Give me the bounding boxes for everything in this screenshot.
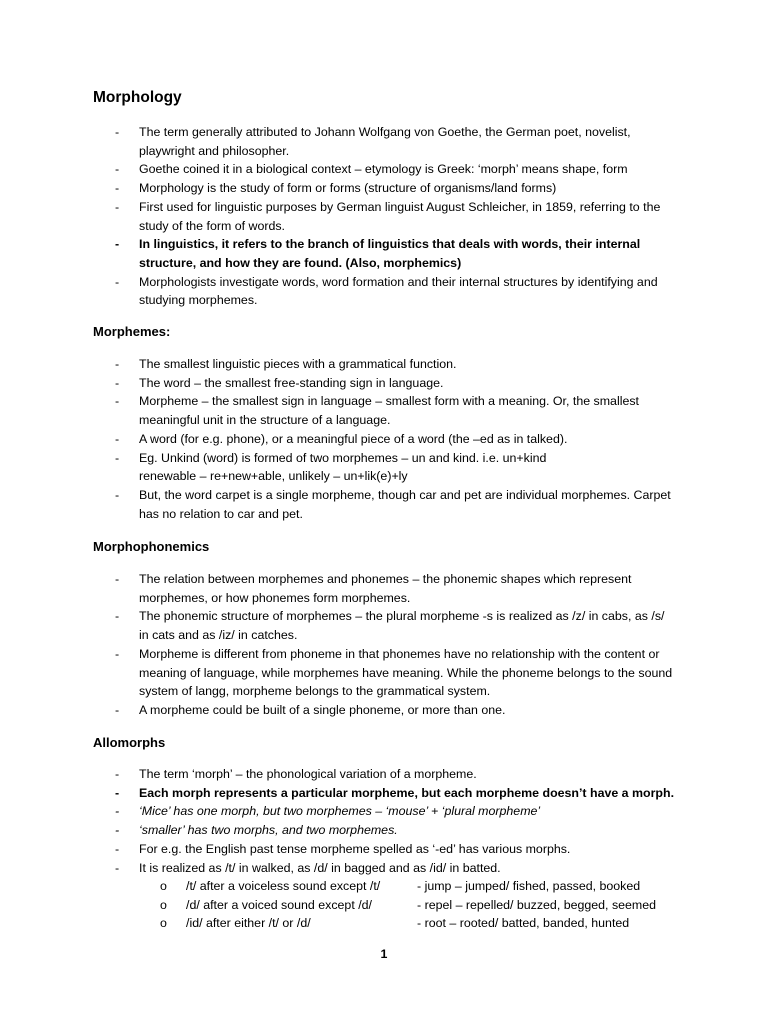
dash-bullet: - <box>115 199 120 214</box>
dash-bullet: - <box>115 431 120 446</box>
list-item: - Morpheme is different from phoneme in that phonemes have no relationship with the content or meaning of language, while morphemes have meaning. While the phoneme belongs to the sound system of langg, morpheme belongs to the grammatical system. <box>115 646 673 699</box>
examples-text: - repel – repelled/ buzzed, begged, seemed <box>417 897 657 912</box>
list-item: - A morpheme could be built of a single phoneme, or more than one. <box>0 701 768 720</box>
list-item: - Each morph represents a particular morpheme, but each morpheme doesn’t have a morph. <box>0 784 768 803</box>
list-item: - A word (for e.g. phone), or a meaningful piece of a word (the –ed as in talked). <box>0 430 768 449</box>
dash-bullet: - <box>115 785 120 800</box>
morphemes-list <box>0 355 768 523</box>
list-item: - The relation between morphemes and phonemes – the phonemic shapes which represent morphemes, or how phonemes form morphemes. <box>115 572 632 605</box>
rule-text: /t/ after a voiceless sound except /t/ <box>186 879 381 893</box>
circle-bullet: o <box>160 879 167 893</box>
dash-bullet: - <box>115 860 120 875</box>
dash-bullet: - <box>115 162 120 177</box>
list-item: - The phonemic structure of morphemes – the plural morpheme -s is realized as /z/ in cabs, as /s/ in cats and as /iz/ in catches. <box>115 609 665 643</box>
dash-bullet: - <box>115 450 120 465</box>
dash-bullet: - <box>115 375 120 390</box>
circle-bullet: o <box>160 916 167 931</box>
dash-bullet: - <box>115 841 120 856</box>
list-item: - Eg. Unkind (word) is formed of two morphemes – un and kind. i.e. un+kind <box>0 449 768 468</box>
list-item: - Morphology is the study of form or forms (structure of organisms/land forms) <box>0 179 768 198</box>
dash-bullet: - <box>115 125 120 139</box>
rule-text: /d/ after a voiced sound except /d/ <box>186 897 372 912</box>
list-item: - ‘smaller’ has two morphs, and two morphemes. <box>0 821 768 840</box>
page-title: Morphology <box>93 89 182 106</box>
section-heading-morphemes: Morphemes: <box>93 324 171 339</box>
list-item: - In linguistics, it refers to the branch of linguistics that deals with words, their internal structure, and how they are found. (Also, morphemics) <box>115 237 641 270</box>
list-item: - The smallest linguistic pieces with a grammatical function. <box>0 355 768 374</box>
dash-bullet: - <box>115 274 120 289</box>
list-item: renewable – re+new+able, unlikely – un+lik(e)+ly <box>139 469 408 484</box>
list-item: - First used for linguistic purposes by German linguist August Schleicher, in 1859, referring to the study of the form of words. <box>115 199 661 233</box>
list-item: - ‘Mice’ has one morph, but two morphemes – ‘mouse’ + ‘plural morpheme’ <box>0 802 768 821</box>
section-heading-morphophonemics: Morphophonemics <box>93 539 210 554</box>
dash-bullet: - <box>115 181 120 196</box>
list-item: - For e.g. the English past tense morpheme spelled as ‘-ed’ has various morphs. <box>0 840 768 859</box>
dash-bullet: - <box>115 357 120 371</box>
rule-text: /id/ after either /t/ or /d/ <box>186 916 311 931</box>
list-item: - Goethe coined it in a biological context – etymology is Greek: ‘morph’ means shape, form <box>0 160 768 179</box>
examples-text: - jump – jumped/ fished, passed, booked <box>417 879 641 893</box>
dash-bullet: - <box>115 702 120 717</box>
section-heading-allomorphs: Allomorphs <box>93 735 166 750</box>
morphophonemics-list <box>0 570 768 720</box>
list-item: - But, the word carpet is a single morpheme, though car and pet are individual morphemes. Carpet has no relation to car and pet. <box>115 487 671 521</box>
past-tense-rules-list <box>0 877 768 933</box>
dash-bullet: - <box>115 767 120 781</box>
list-item: - The term ‘morph’ – the phonological variation of a morpheme. <box>0 765 768 784</box>
dash-bullet: - <box>115 237 120 252</box>
dash-bullet: - <box>115 609 120 624</box>
dash-bullet: - <box>115 823 120 838</box>
dash-bullet: - <box>115 646 120 661</box>
dash-bullet: - <box>115 572 120 586</box>
list-item: - It is realized as /t/ in walked, as /d/ in bagged and as /id/ in batted. <box>0 859 768 878</box>
list-item: - Morphologists investigate words, word formation and their internal structures by identifying and studying morphemes. <box>115 274 658 308</box>
examples-text: - root – rooted/ batted, banded, hunted <box>417 916 630 931</box>
page-number: 1 <box>380 947 388 961</box>
sub-list-item <box>0 877 768 896</box>
list-item: - The term generally attributed to Johann Wolfgang von Goethe, the German poet, novelist, playwright and philosopher. <box>115 125 631 158</box>
allomorphs-list <box>0 765 768 877</box>
circle-bullet: o <box>160 897 167 912</box>
list-item: - Morpheme – the smallest sign in language – smallest form with a meaning. Or, the smallest meaningful unit in the structure of a language. <box>115 394 639 428</box>
dash-bullet: - <box>115 487 120 502</box>
sub-list-item <box>0 914 768 933</box>
dash-bullet: - <box>115 804 120 819</box>
list-item: - The word – the smallest free-standing sign in language. <box>0 374 768 393</box>
morphology-list <box>0 123 768 310</box>
dash-bullet: - <box>115 394 120 409</box>
sub-list-item <box>0 896 768 915</box>
